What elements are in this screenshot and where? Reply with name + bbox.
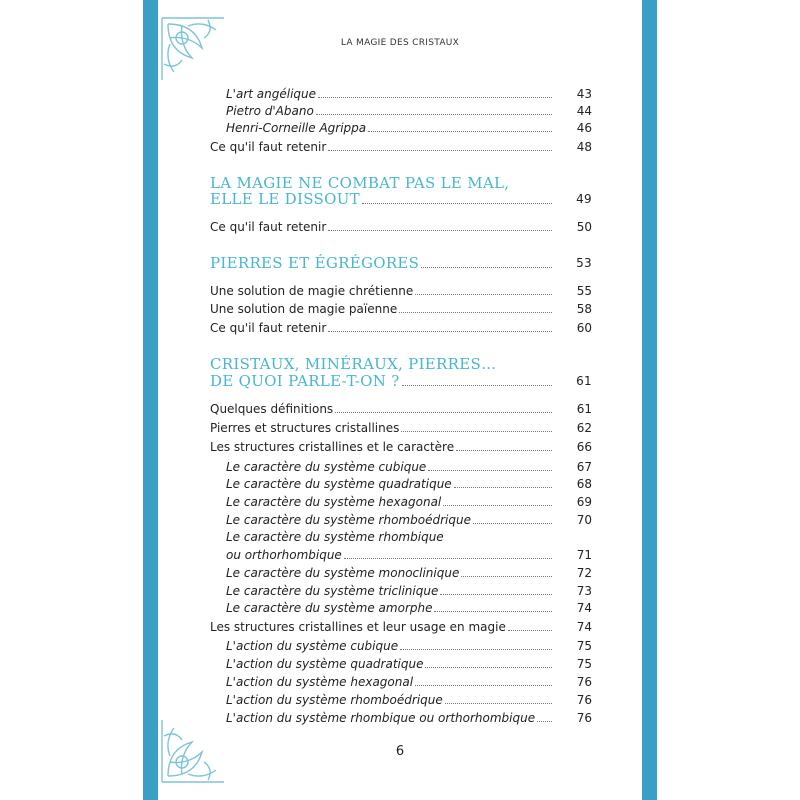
chapter-heading[interactable] [210,254,592,272]
dot-leader [428,470,552,471]
toc-entry[interactable] [226,84,592,102]
dot-leader [473,523,552,524]
chapter-heading-page: 49 [576,192,592,206]
toc-entry-title: Quelques définitions [210,402,334,416]
toc-entry-page: 71 [576,548,592,562]
toc-entry-page: 75 [576,639,592,653]
toc-entry[interactable] [210,281,592,299]
toc-entry-title: Ce qu'il faut retenir [210,140,327,154]
dot-leader [328,331,552,332]
toc-entry-title-line1: Le caractère du système rhombique [226,530,444,544]
toc-entry-title: Le caractère du système amorphe [226,601,433,615]
dot-leader [335,412,552,413]
dot-leader [344,558,552,559]
toc-entry[interactable] [226,636,592,654]
toc-entry-page: 43 [576,87,592,101]
toc-entry-page: 61 [576,402,592,416]
dot-leader [399,312,552,313]
toc-entry[interactable] [226,708,592,726]
toc-entry[interactable] [226,492,592,510]
toc-entry-page: 67 [576,460,592,474]
dot-leader [368,131,552,132]
toc-entry-title: Henri-Corneille Agrippa [226,121,367,135]
chapter-heading-page: 53 [576,256,592,270]
dot-leader [440,594,552,595]
chapter-heading-title: PIERRES ET ÉGRÉGORES [210,254,420,272]
toc-entry[interactable] [226,672,592,690]
toc-entry-page: 74 [576,601,592,615]
toc-entry[interactable] [210,318,592,336]
dot-leader [415,685,552,686]
toc-entry[interactable] [226,474,592,492]
dot-leader [402,385,552,386]
toc-entry[interactable] [210,399,592,417]
toc-entry-page: 74 [576,620,592,634]
toc-entry-title: Ce qu'il faut retenir [210,220,327,234]
toc-entry-page: 73 [576,584,592,598]
toc-entry-page: 75 [576,657,592,671]
toc-entry-page: 60 [576,321,592,335]
toc-entry-title: L'action du système rhomboédrique [226,693,443,707]
ornament-corner-top-icon [158,14,228,84]
toc-entry-title: Une solution de magie païenne [210,302,398,316]
dot-leader [316,114,552,115]
toc-entry[interactable] [226,510,592,528]
toc-entry[interactable] [226,545,592,563]
toc-entry-page: 76 [576,711,592,725]
toc-entry-title: Le caractère du système cubique [226,460,427,474]
toc-entry[interactable] [226,457,592,475]
chapter-heading-page: 61 [576,374,592,388]
toc-entry[interactable] [210,617,592,635]
toc-entry-title: L'art angélique [226,87,317,101]
dot-leader [328,150,552,151]
toc-entry-title: L'action du système hexagonal [226,675,414,689]
dot-leader [434,611,552,612]
toc-entry-page: 68 [576,477,592,491]
toc-entry[interactable] [210,437,592,455]
toc-entry-page: 46 [576,121,592,135]
toc-entry-page: 76 [576,693,592,707]
dot-leader [537,721,552,722]
toc-entry-title: Le caractère du système monoclinique [226,566,460,580]
toc-entry-title: L'action du système quadratique [226,657,424,671]
toc-entry[interactable] [210,137,592,155]
chapter-heading[interactable] [210,190,592,208]
dot-leader [508,630,552,631]
dot-leader [421,267,552,268]
toc-entry[interactable] [226,101,592,119]
toc-entry-page: 58 [576,302,592,316]
chapter-heading-line1: LA MAGIE NE COMBAT PAS LE MAL, [210,174,510,192]
toc-entry-title: Le caractère du système rhomboédrique [226,513,471,527]
toc-entry[interactable] [210,217,592,235]
toc-entry-title: Pietro d'Abano [226,104,314,118]
dot-leader [454,487,552,488]
toc-entry[interactable] [210,299,592,317]
toc-entry-page: 44 [576,104,592,118]
toc-entry-title: Une solution de magie chrétienne [210,284,414,298]
dot-leader [400,649,552,650]
dot-leader [425,667,552,668]
toc-entry-title: L'action du système rhombique ou orthorhombique [226,711,536,725]
dot-leader [456,450,552,451]
toc-entry[interactable] [226,690,592,708]
running-head: LA MAGIE DES CRISTAUX [340,38,460,48]
toc-entry-page: 50 [576,220,592,234]
dot-leader [362,203,552,204]
toc-entry-title: Le caractère du système quadratique [226,477,452,491]
toc-entry-page: 62 [576,421,592,435]
toc-entry-title: Ce qu'il faut retenir [210,321,327,335]
toc-entry-title: Les structures cristallines et leur usage en magie [210,620,506,634]
dot-leader [401,431,552,432]
toc-entry-title: Le caractère du système triclinique [226,584,439,598]
chapter-heading-title: DE QUOI PARLE-T-ON ? [210,372,400,390]
toc-entry[interactable] [210,418,592,436]
toc-entry-page: 48 [576,140,592,154]
dot-leader [445,703,552,704]
dot-leader [461,576,552,577]
toc-entry-page: 70 [576,513,592,527]
toc-entry-title: Pierres et structures cristallines [210,421,400,435]
toc-entry-title: L'action du système cubique [226,639,399,653]
toc-entry-title: Le caractère du système hexagonal [226,495,442,509]
toc-entry-page: 76 [576,675,592,689]
toc-entry[interactable] [226,598,592,616]
chapter-heading-title: ELLE LE DISSOUT [210,190,360,208]
toc-entry-page: 72 [576,566,592,580]
toc-entry[interactable] [226,118,592,136]
toc-entry-page: 55 [576,284,592,298]
toc-entry[interactable] [226,654,592,672]
page-number: 6 [395,744,405,759]
toc-entry[interactable] [226,563,592,581]
dot-leader [328,230,552,231]
toc-entry-page: 69 [576,495,592,509]
toc-entry-title: Les structures cristallines et le caractère [210,440,455,454]
dot-leader [318,97,552,98]
dot-leader [415,294,552,295]
toc-entry[interactable] [226,581,592,599]
chapter-heading-line1: CRISTAUX, MINÉRAUX, PIERRES… [210,355,497,373]
toc-entry-title: ou orthorhombique [226,548,342,562]
chapter-heading[interactable] [210,372,592,390]
dot-leader [443,505,552,506]
toc-entry-page: 66 [576,440,592,454]
